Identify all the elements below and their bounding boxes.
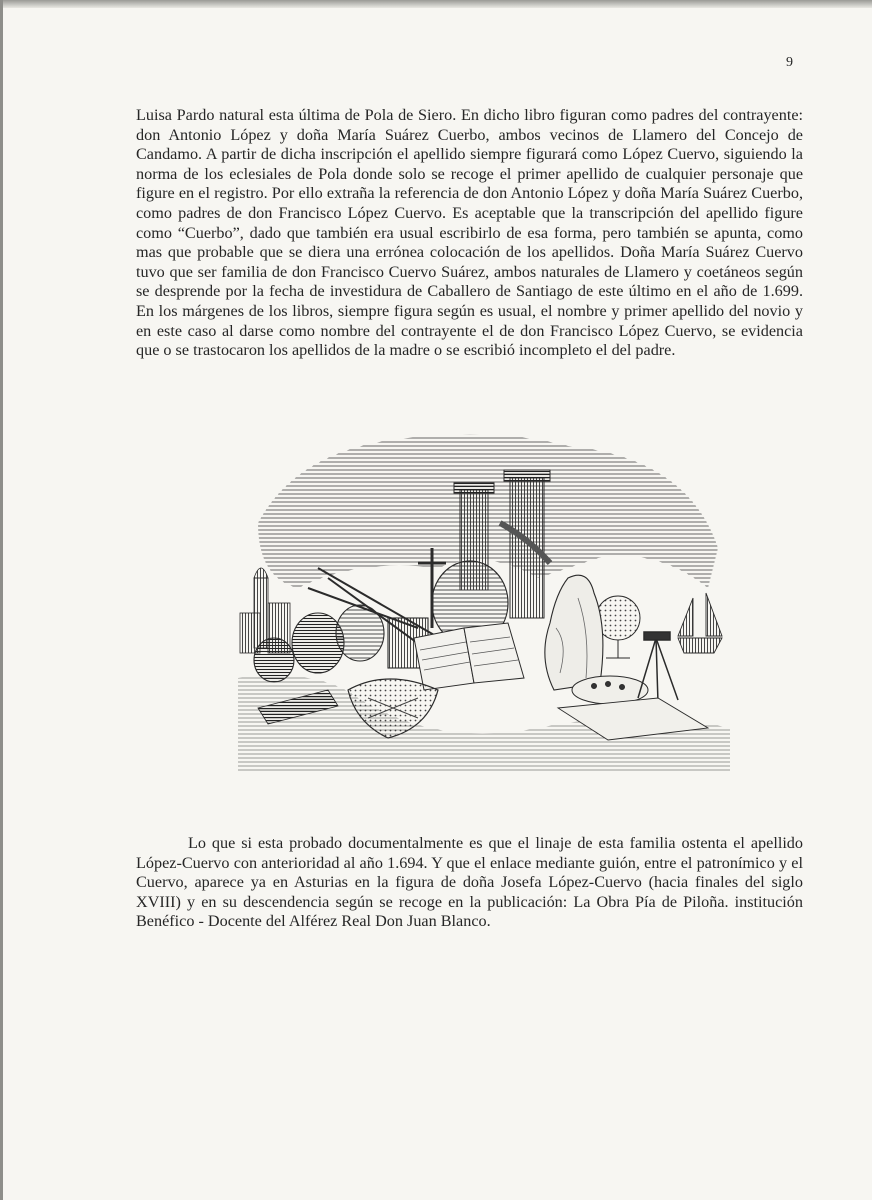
engraving-illustration <box>238 428 730 773</box>
scan-top-edge <box>0 0 872 8</box>
page-number: 9 <box>786 55 793 70</box>
statue <box>545 575 603 690</box>
body-paragraph-2: Lo que si esta probado documentalmente es que el linaje de esta familia ostenta el apellido López-Cuervo con anterioridad al año 1.694. Y que el enlace mediante guión, entre el patronímico y el Cuervo, aparece ya en Asturias en la figura de doña Josefa López-Cuervo (hacia finales del siglo XVIII) y en su descendencia según se recoge en la publicación: La Obra Pía de Piloña. institución Benéfico - Docente del Alférez Real Don Juan Blanco. <box>136 834 803 931</box>
scan-left-edge <box>0 0 3 1200</box>
body-paragraph-1: Luisa Pardo natural esta última de Pola de Siero. En dicho libro figuran como padres del contrayente: don Antonio López y doña María Suárez Cuerbo, ambos vecinos de Llamero del Concejo de Candamo. A partir de dicha inscripción el apellido siempre figurará como López Cuervo, siguiendo la norma de los eclesiales de Pola donde solo se recoge el primer apellido de cualquier personaje que figure en el registro. Por ello extraña la referencia de don Antonio López y doña María Suárez Cuerbo, como padres de don Francisco López Cuervo. Es aceptable que la transcripción del apellido figure como “Cuerbo”, dado que también era usual escribirlo de esa forma, pero también se apunta, como mas que probable que se diera una errónea colocación de los apellidos. Doña María Suárez Cuervo tuvo que ser familia de don Francisco Cuervo Suárez, ambos naturales de Llamero y coetáneos según se desprende por la fecha de investidura de Caballero de Santiago de este último en el año de 1.699. En los márgenes de los libros, siempre figura según es usual, el nombre y primer apellido del novio y en este caso al darse como nombre del contrayente el de don Francisco López Cuervo, se evidencia que o se trastocaron los apellidos de la madre o se escribió incompleto el del padre. <box>136 106 803 360</box>
ship <box>678 593 722 653</box>
